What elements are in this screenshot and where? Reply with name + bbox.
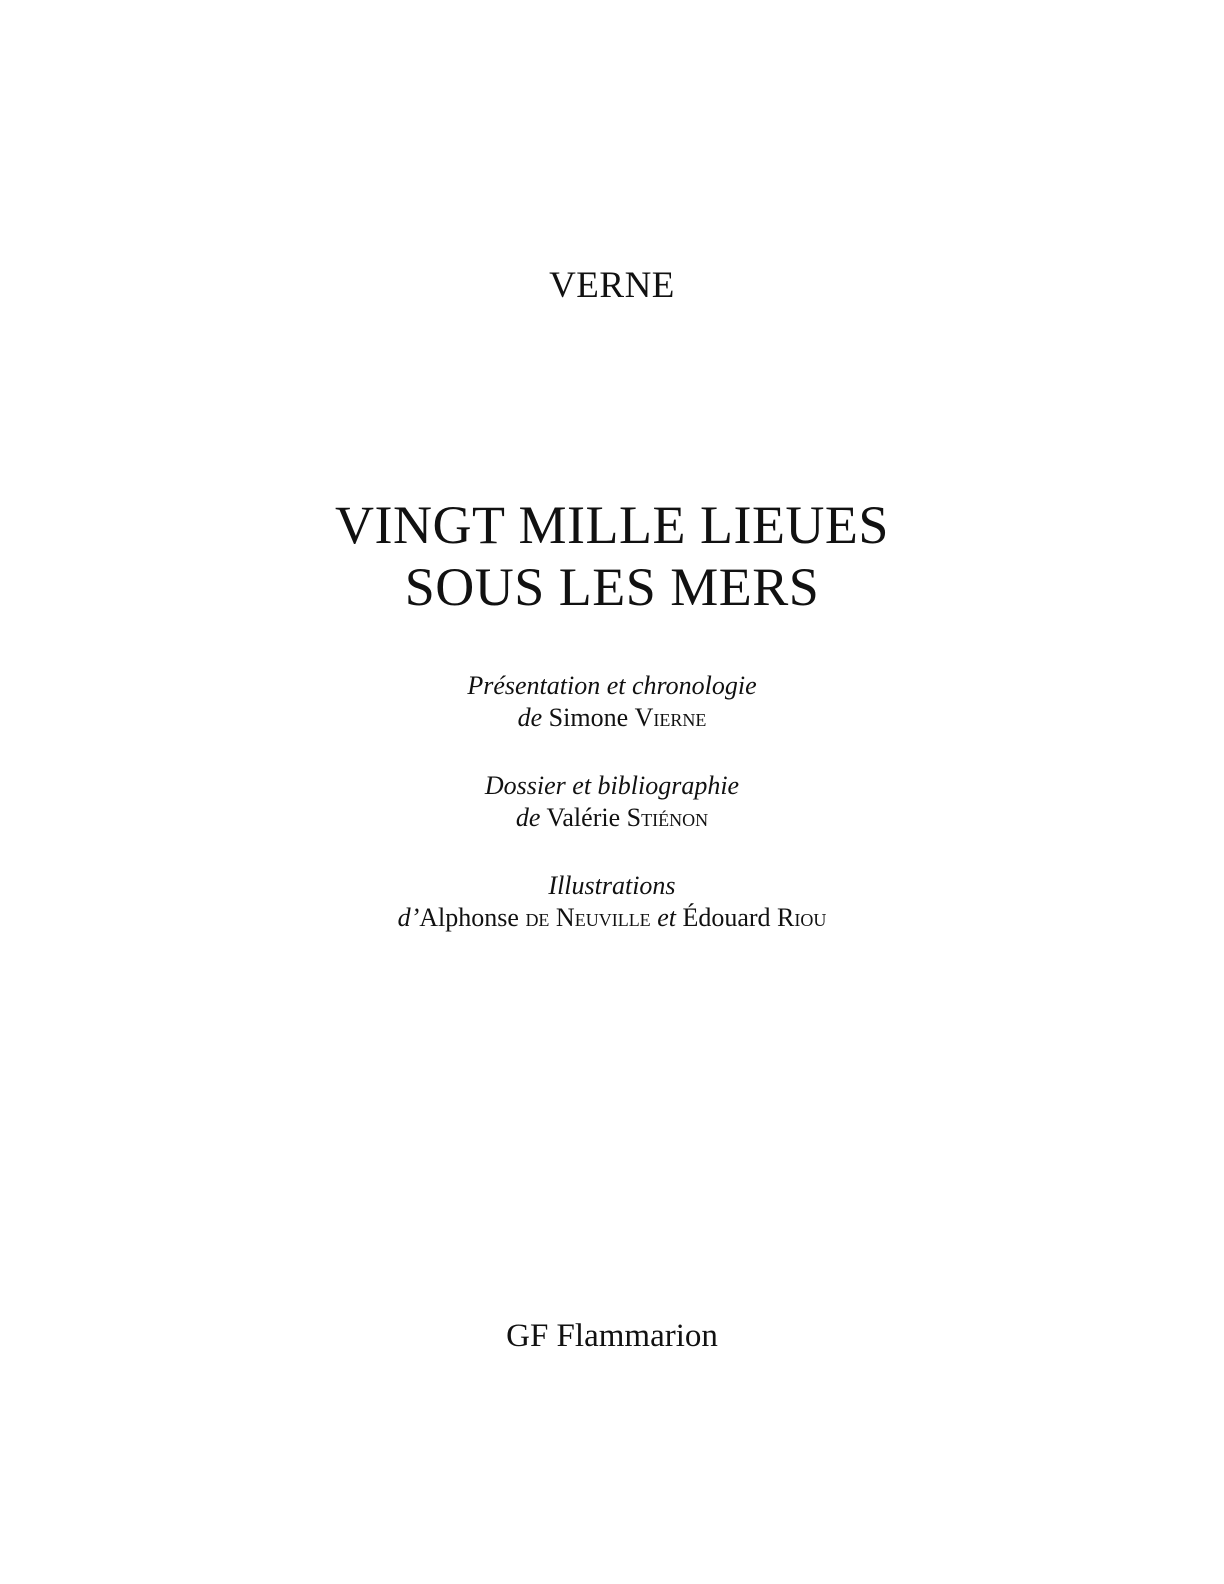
credit-surname: Vierne <box>634 703 707 732</box>
credit-role: Présentation et chronologie <box>467 671 757 700</box>
credit-prefix: de <box>515 803 541 832</box>
credit-role: Illustrations <box>548 871 676 900</box>
credit-person <box>0 902 1224 934</box>
book-title <box>0 494 1224 618</box>
credit-dossier <box>0 770 1224 834</box>
credit-given-name: Simone <box>548 703 629 732</box>
author-name: VERNE <box>549 265 675 306</box>
credit-prefix: de <box>517 703 543 732</box>
book-title-line-1: VINGT MILLE LIEUES <box>335 495 889 555</box>
publisher-name: GF Flammarion <box>506 1318 718 1354</box>
credit-role: Dossier et bibliographie <box>484 771 740 800</box>
credit-given-name: Édouard <box>682 903 771 932</box>
credit-prefix: d’ <box>397 903 420 932</box>
credit-given-name: Valérie <box>546 803 621 832</box>
credit-person <box>0 702 1224 734</box>
credit-presentation <box>0 670 1224 734</box>
book-title-line-2: SOUS LES MERS <box>404 557 820 617</box>
credit-surname: Stiénon <box>626 803 709 832</box>
credit-given-name: Alphonse <box>419 903 519 932</box>
credit-conjunction: et <box>657 903 676 932</box>
credit-surname: de Neuville <box>525 903 651 932</box>
credit-illustrations <box>0 870 1224 934</box>
credit-surname: Riou <box>777 903 827 932</box>
credit-person <box>0 802 1224 834</box>
